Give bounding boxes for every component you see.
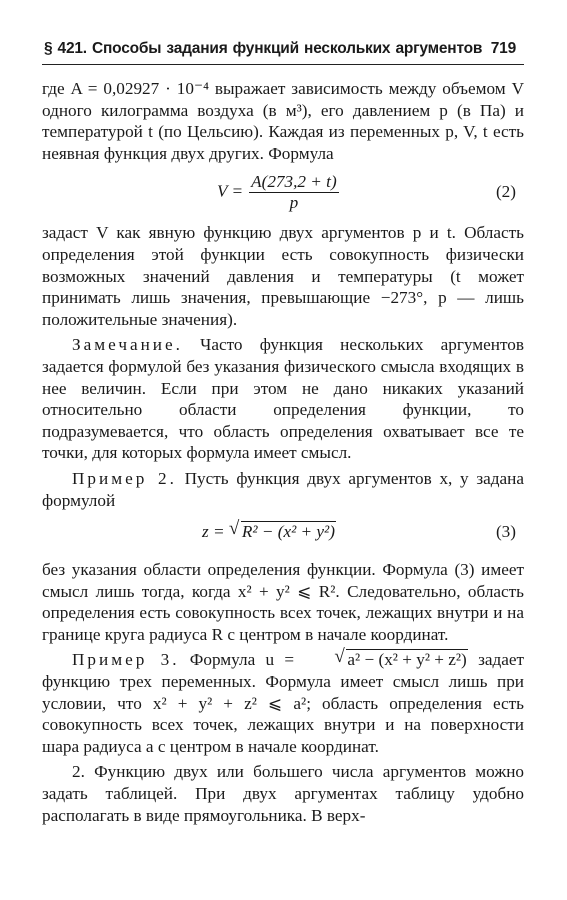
paragraph-remark: [42, 334, 524, 464]
paragraph-example-3: [42, 646, 525, 757]
running-header: [42, 40, 524, 65]
example-3-formula-pre: Формула u =: [189, 650, 295, 670]
formula-2-lhs: V =: [217, 181, 244, 201]
example-3-text: задает функцию трех переменных. Формула имеет смысл лишь при условии, что x² + y² + z² ⩽ a²; область определения есть совокупность всех точек, лежащих внутри и на поверхности шара радиуса a с центром в начале координат.: [42, 650, 525, 756]
paragraph-1: где A = 0,02927 · 10⁻⁴ выражает зависимость между объемом V одного килограмма воздуха (в м³), его давлением p (в Па) и температурой t (по Цельсию). Каждая из переменных p, V, t есть неявная функция двух других. Формула: [42, 79, 524, 163]
book-page: [42, 40, 524, 826]
paragraph-5: без указания области определения функции. Формула (3) имеет смысл лишь тогда, когда x² + y² ⩽ R². Следовательно, область определения есть совокупность всех точек, лежащих внутри и на границе круга радиуса R с центром в начале координат.: [42, 560, 524, 644]
example-3-sqrt: √ a² − (x² + y² + z²): [334, 646, 467, 670]
formula-2: [42, 168, 524, 216]
formula-3-sqrt: √ R² − (x² + y²): [228, 518, 335, 542]
section-title: § 421. Способы задания функций нескольких аргументов: [44, 40, 483, 57]
formula-2-denominator: p: [289, 193, 299, 213]
remark-label: Замечание.: [72, 335, 183, 355]
formula-3-number: (3): [495, 522, 516, 542]
formula-2-fraction: [249, 172, 339, 213]
remark-text: Часто функция нескольких аргументов задается формулой без указания физического смысла входящих в нее величин. Если при этом не дано никаких указаний относительно области определения функции, то подразумевается, что область определения охватывает все те точки, для которых формула имеет смысл.: [42, 335, 524, 463]
formula-3-lhs: z =: [202, 522, 225, 542]
formula-2-number: (2): [495, 182, 516, 202]
formula-3: [42, 517, 524, 551]
formula-3-radicand: R² − (x² + y²): [241, 522, 335, 542]
paragraph-example-2: [42, 468, 524, 511]
paragraph-2: задаст V как явную функцию двух аргументов p и t. Область определения этой функции есть совокупность физически возможных значений давления и температуры (t может принимать лишь значения, превышающие −273°, p — лишь положительные значения).: [42, 223, 524, 329]
example-3-radicand: a² − (x² + y² + z²): [347, 650, 467, 670]
page-number: 719: [490, 40, 516, 57]
paragraph-7: 2. Функцию двух или большего числа аргументов можно задать таблицей. При двух аргументах таблицу удобно располагать в виде прямоугольника. В верх-: [42, 762, 524, 825]
formula-2-numerator: A(273,2 + t): [251, 172, 337, 192]
example-2-text: Пусть функция двух аргументов x, y задана формулой: [42, 468, 524, 510]
example-2-label: Пример 2.: [72, 468, 177, 488]
example-3-label: Пример 3.: [72, 650, 180, 670]
page-body: [42, 78, 524, 826]
